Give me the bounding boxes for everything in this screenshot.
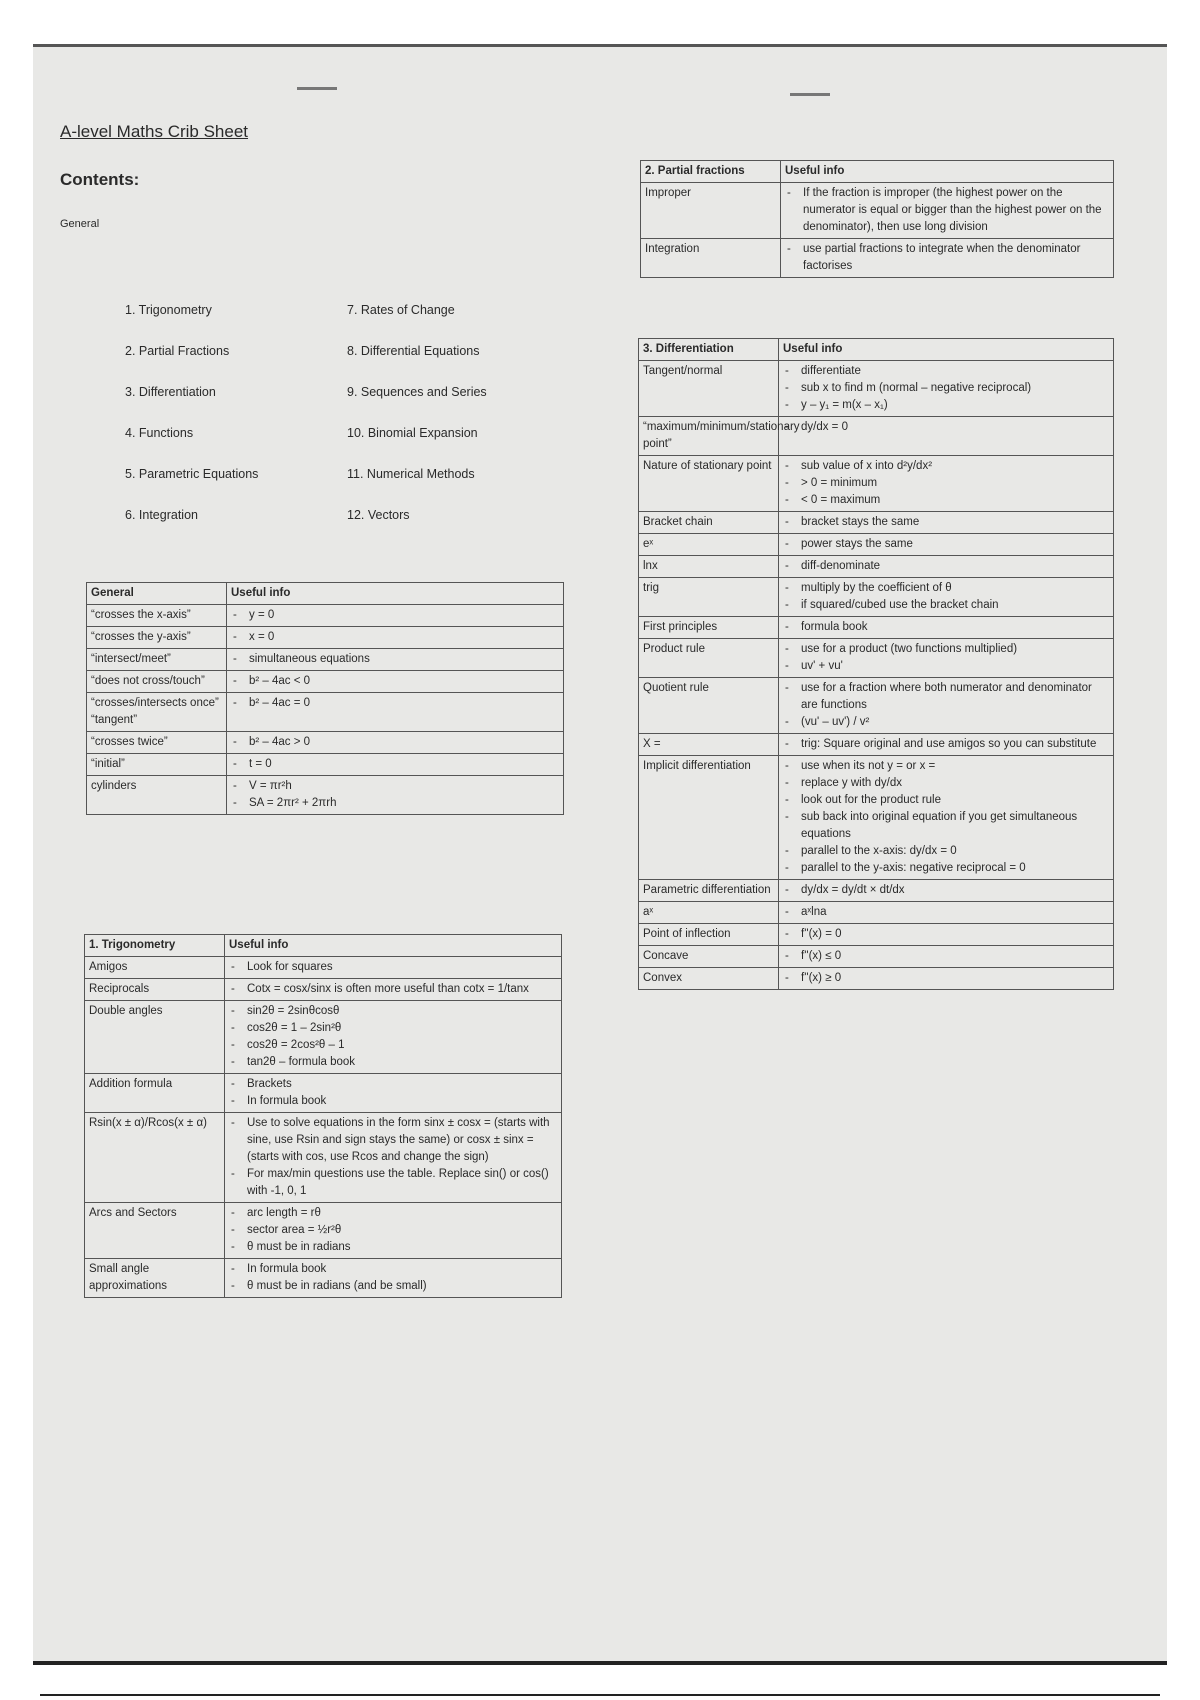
table-row: [87, 627, 564, 649]
column-header: Useful info: [781, 161, 1114, 183]
info-bullet: - dy/dx = 0: [783, 419, 1109, 436]
general-label: General: [60, 218, 100, 230]
row-term: aˣ: [639, 902, 779, 924]
table-row: [639, 639, 1114, 678]
table-row: [639, 417, 1114, 456]
table-header-row: [87, 583, 564, 605]
toc-item: 7. Rates of Change: [347, 303, 455, 317]
row-info: [779, 534, 1114, 556]
bottom-rule: [40, 1694, 1160, 1696]
row-term: Double angles: [85, 1001, 225, 1074]
info-bullet: - parallel to the y-axis: negative reciprocal = 0: [783, 860, 1109, 877]
row-info: [225, 957, 562, 979]
table-row: [85, 1113, 562, 1203]
row-info: [779, 924, 1114, 946]
row-term: Addition formula: [85, 1074, 225, 1113]
column-header: 2. Partial fractions: [641, 161, 781, 183]
info-bullet: - cos2θ = 1 – 2sin²θ: [229, 1020, 557, 1037]
column-header: General: [87, 583, 227, 605]
row-info: [225, 1074, 562, 1113]
info-bullet: - diff-denominate: [783, 558, 1109, 575]
row-term: Tangent/normal: [639, 361, 779, 417]
info-bullet: - arc length = rθ: [229, 1205, 557, 1222]
table-header-row: [85, 935, 562, 957]
row-info: [779, 556, 1114, 578]
info-bullet: - Cotx = cosx/sinx is often more useful than cotx = 1/tanx: [229, 981, 557, 998]
toc-item: 4. Functions: [125, 426, 194, 440]
info-bullet: - use partial fractions to integrate when the denominator factorises: [785, 241, 1109, 275]
row-term: “intersect/meet”: [87, 649, 227, 671]
info-bullet: - aˣlna: [783, 904, 1109, 921]
info-bullet: - simultaneous equations: [231, 651, 559, 668]
info-bullet: - use for a fraction where both numerator and denominator are functions: [783, 680, 1109, 714]
info-bullet: - b² – 4ac > 0: [231, 734, 559, 751]
row-info: [779, 880, 1114, 902]
info-bullet: - dy/dx = dy/dt × dt/dx: [783, 882, 1109, 899]
row-info: [779, 456, 1114, 512]
general-table: [86, 582, 564, 815]
table-row: [641, 183, 1114, 239]
trigonometry-table: [84, 934, 562, 1298]
row-info: [227, 649, 564, 671]
info-bullet: - trig: Square original and use amigos so you can substitute: [783, 736, 1109, 753]
info-bullet: - b² – 4ac = 0: [231, 695, 559, 712]
row-info: [227, 671, 564, 693]
info-bullet: - differentiate: [783, 363, 1109, 380]
contents-heading: Contents:: [60, 170, 140, 189]
table-row: [639, 902, 1114, 924]
row-info: [779, 756, 1114, 880]
row-info: [779, 578, 1114, 617]
info-bullet: - tan2θ – formula book: [229, 1054, 557, 1071]
table-row: [85, 1203, 562, 1259]
row-info: [225, 1259, 562, 1298]
table-row: [87, 693, 564, 732]
column-header: Useful info: [779, 339, 1114, 361]
table-row: [639, 361, 1114, 417]
differentiation-table: [638, 338, 1114, 990]
row-info: [779, 639, 1114, 678]
row-term: Bracket chain: [639, 512, 779, 534]
toc-item: 12. Vectors: [347, 508, 410, 522]
info-bullet: - x = 0: [231, 629, 559, 646]
info-bullet: - power stays the same: [783, 536, 1109, 553]
table-row: [85, 957, 562, 979]
info-bullet: - t = 0: [231, 756, 559, 773]
info-bullet: - formula book: [783, 619, 1109, 636]
row-term: eˣ: [639, 534, 779, 556]
table-row: [639, 946, 1114, 968]
info-bullet: - y – y₁ = m(x – x₁): [783, 397, 1109, 414]
table-row: [639, 734, 1114, 756]
row-info: [779, 968, 1114, 990]
row-info: [227, 754, 564, 776]
toc-item: 8. Differential Equations: [347, 344, 480, 358]
table-row: [87, 754, 564, 776]
row-info: [779, 417, 1114, 456]
toc-item: 5. Parametric Equations: [125, 467, 259, 481]
row-term: Product rule: [639, 639, 779, 678]
table-row: [639, 880, 1114, 902]
toc-item: 3. Differentiation: [125, 385, 216, 399]
table-row: [639, 678, 1114, 734]
table-row: [639, 617, 1114, 639]
info-bullet: - sub x to find m (normal – negative reciprocal): [783, 380, 1109, 397]
row-term: X =: [639, 734, 779, 756]
info-bullet: - f''(x) ≥ 0: [783, 970, 1109, 987]
row-info: [227, 693, 564, 732]
info-bullet: - parallel to the x-axis: dy/dx = 0: [783, 843, 1109, 860]
row-term: “crosses/intersects once” “tangent”: [87, 693, 227, 732]
table-row: [641, 239, 1114, 278]
row-term: Integration: [641, 239, 781, 278]
row-term: Amigos: [85, 957, 225, 979]
row-term: Reciprocals: [85, 979, 225, 1001]
table-row: [639, 756, 1114, 880]
info-bullet: - b² – 4ac < 0: [231, 673, 559, 690]
partial-fractions-table: [640, 160, 1114, 278]
toc-item: 9. Sequences and Series: [347, 385, 487, 399]
toc-item: 6. Integration: [125, 508, 198, 522]
table-row: [639, 512, 1114, 534]
info-bullet: - θ must be in radians: [229, 1239, 557, 1256]
fold-mark: [297, 87, 337, 90]
row-info: [779, 512, 1114, 534]
info-bullet: - cos2θ = 2cos²θ – 1: [229, 1037, 557, 1054]
row-info: [781, 183, 1114, 239]
row-info: [227, 627, 564, 649]
row-term: Rsin(x ± α)/Rcos(x ± α): [85, 1113, 225, 1203]
table-row: [85, 979, 562, 1001]
info-bullet: - SA = 2πr² + 2πrh: [231, 795, 559, 812]
table-row: [87, 605, 564, 627]
info-bullet: - In formula book: [229, 1093, 557, 1110]
row-term: “does not cross/touch”: [87, 671, 227, 693]
row-info: [781, 239, 1114, 278]
table-row: [639, 456, 1114, 512]
table-row: [87, 671, 564, 693]
row-info: [227, 605, 564, 627]
row-term: Parametric differentiation: [639, 880, 779, 902]
info-bullet: - θ must be in radians (and be small): [229, 1278, 557, 1295]
table-header-row: [639, 339, 1114, 361]
row-term: “crosses twice”: [87, 732, 227, 754]
info-bullet: - sub back into original equation if you get simultaneous equations: [783, 809, 1109, 843]
table-row: [639, 578, 1114, 617]
row-term: “initial”: [87, 754, 227, 776]
toc-item: 11. Numerical Methods: [347, 467, 475, 481]
row-term: Implicit differentiation: [639, 756, 779, 880]
row-info: [779, 946, 1114, 968]
info-bullet: - Brackets: [229, 1076, 557, 1093]
info-bullet: - > 0 = minimum: [783, 475, 1109, 492]
info-bullet: - f''(x) ≤ 0: [783, 948, 1109, 965]
toc-item: 1. Trigonometry: [125, 303, 212, 317]
table-row: [639, 968, 1114, 990]
column-header: Useful info: [227, 583, 564, 605]
info-bullet: - f''(x) = 0: [783, 926, 1109, 943]
row-term: Quotient rule: [639, 678, 779, 734]
row-term: Arcs and Sectors: [85, 1203, 225, 1259]
row-term: Small angle approximations: [85, 1259, 225, 1298]
info-bullet: - For max/min questions use the table. Replace sin() or cos() with -1, 0, 1: [229, 1166, 557, 1200]
row-term: Point of inflection: [639, 924, 779, 946]
table-row: [639, 924, 1114, 946]
row-term: Improper: [641, 183, 781, 239]
row-term: trig: [639, 578, 779, 617]
row-info: [227, 776, 564, 815]
row-info: [227, 732, 564, 754]
table-row: [87, 649, 564, 671]
row-term: Nature of stationary point: [639, 456, 779, 512]
table-row: [639, 534, 1114, 556]
info-bullet: - V = πr²h: [231, 778, 559, 795]
row-info: [225, 979, 562, 1001]
table-row: [85, 1259, 562, 1298]
row-info: [779, 734, 1114, 756]
page-title: A-level Maths Crib Sheet: [60, 122, 249, 141]
info-bullet: - sin2θ = 2sinθcosθ: [229, 1003, 557, 1020]
column-header: 3. Differentiation: [639, 339, 779, 361]
row-info: [779, 361, 1114, 417]
info-bullet: - use when its not y = or x =: [783, 758, 1109, 775]
column-header: 1. Trigonometry: [85, 935, 225, 957]
info-bullet: - if squared/cubed use the bracket chain: [783, 597, 1109, 614]
info-bullet: - bracket stays the same: [783, 514, 1109, 531]
toc-item: 10. Binomial Expansion: [347, 426, 478, 440]
row-term: First principles: [639, 617, 779, 639]
table-row: [85, 1074, 562, 1113]
info-bullet: - < 0 = maximum: [783, 492, 1109, 509]
row-term: “crosses the y-axis”: [87, 627, 227, 649]
row-term: “crosses the x-axis”: [87, 605, 227, 627]
toc-item: 2. Partial Fractions: [125, 344, 230, 358]
row-info: [779, 678, 1114, 734]
fold-mark: [790, 93, 830, 96]
row-term: cylinders: [87, 776, 227, 815]
info-bullet: - Look for squares: [229, 959, 557, 976]
info-bullet: - If the fraction is improper (the highest power on the numerator is equal or bigger than the highest power on the denominator), then use long division: [785, 185, 1109, 236]
info-bullet: - (vu' – uv') / v²: [783, 714, 1109, 731]
row-info: [225, 1001, 562, 1074]
table-row: [87, 732, 564, 754]
info-bullet: - multiply by the coefficient of θ: [783, 580, 1109, 597]
row-term: Convex: [639, 968, 779, 990]
info-bullet: - Use to solve equations in the form sinx ± cosx = (starts with sine, use Rsin and sign stays the same) or cosx ± sinx = (starts with cos, use Rcos and change the sign): [229, 1115, 557, 1166]
info-bullet: - uv' + vu': [783, 658, 1109, 675]
info-bullet: - use for a product (two functions multiplied): [783, 641, 1109, 658]
info-bullet: - sector area = ½r²θ: [229, 1222, 557, 1239]
row-term: lnx: [639, 556, 779, 578]
info-bullet: - replace y with dy/dx: [783, 775, 1109, 792]
info-bullet: - In formula book: [229, 1261, 557, 1278]
row-info: [779, 902, 1114, 924]
column-header: Useful info: [225, 935, 562, 957]
info-bullet: - look out for the product rule: [783, 792, 1109, 809]
info-bullet: - sub value of x into d²y/dx²: [783, 458, 1109, 475]
table-row: [639, 556, 1114, 578]
row-term: Concave: [639, 946, 779, 968]
row-info: [225, 1113, 562, 1203]
row-info: [225, 1203, 562, 1259]
info-bullet: - y = 0: [231, 607, 559, 624]
table-row: [85, 1001, 562, 1074]
row-info: [779, 617, 1114, 639]
row-term: “maximum/minimum/stationary point”: [639, 417, 779, 456]
table-header-row: [641, 161, 1114, 183]
table-row: [87, 776, 564, 815]
